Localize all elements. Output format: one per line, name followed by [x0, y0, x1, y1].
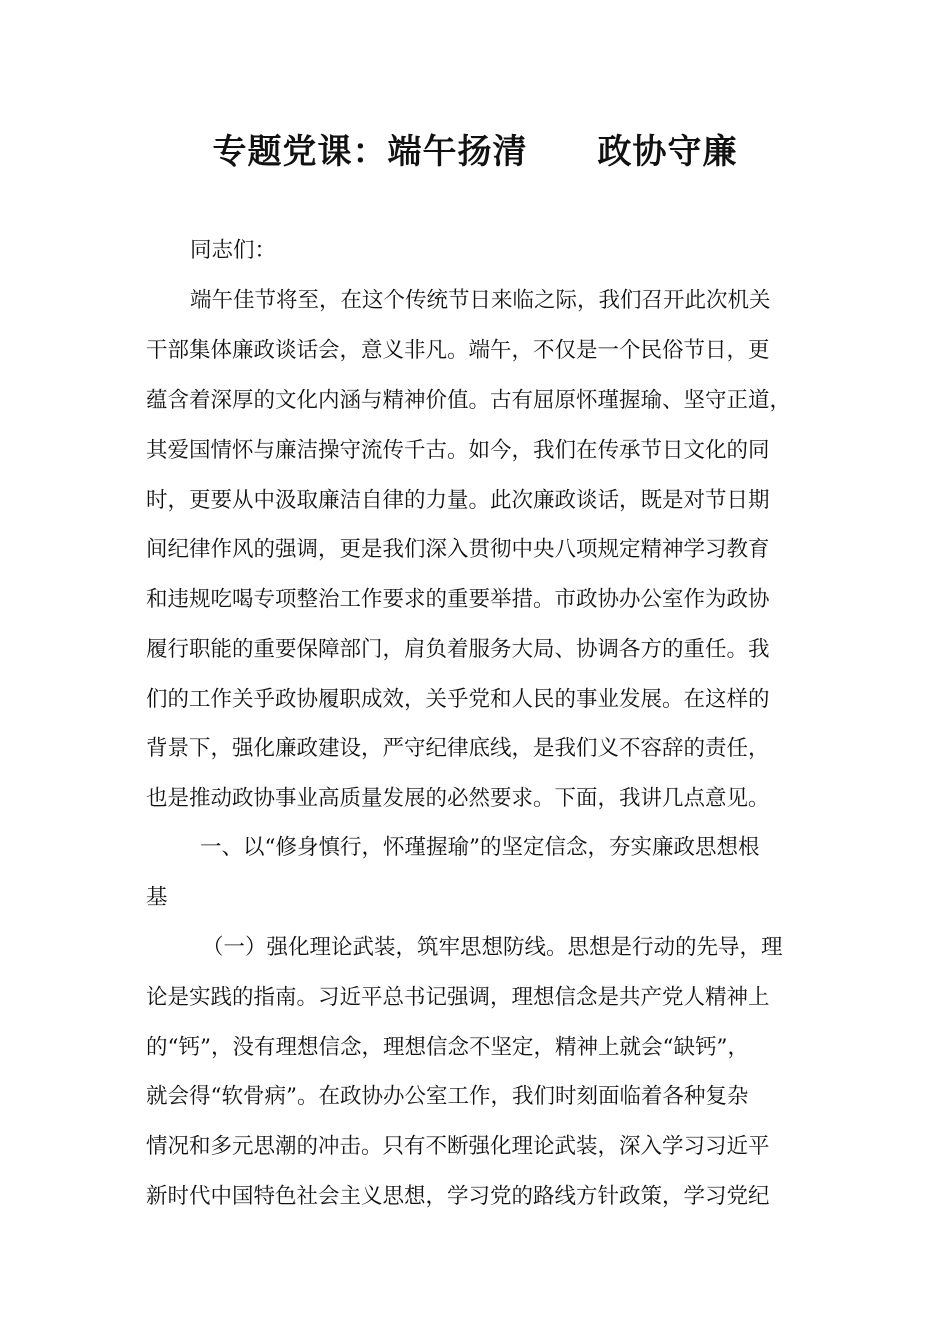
paragraph-line: 论是实践的指南。习近平总书记强调，理想信念是共产党人精神上 [146, 985, 770, 1010]
paragraph-line: 情况和多元思潮的冲击。只有不断强化理论武装，深入学习习近平 [146, 1134, 770, 1159]
document-title: 专题党课：端午扬清 政协守廉 [212, 132, 738, 172]
paragraph-line: 端午佳节将至，在这个传统节日来临之际，我们召开此次机关 [190, 288, 771, 313]
paragraph-line: 蕴含着深厚的文化内涵与精神价值。古有屈原怀瑾握瑜、坚守正道， [146, 388, 792, 413]
paragraph-line: 的“钙”，没有理想信念，理想信念不坚定，精神上就会“缺钙”， [146, 1035, 749, 1060]
section-heading: 基 [146, 885, 168, 910]
paragraph-line: 新时代中国特色社会主义思想，学习党的路线方针政策，学习党纪 [146, 1184, 770, 1209]
section-heading: 一、以“修身慎行，怀瑾握瑜”的坚定信念，夯实廉政思想根 [200, 835, 760, 860]
paragraph-line: 时，更要从中汲取廉洁自律的力量。此次廉政谈话，既是对节日期 [146, 488, 770, 513]
paragraph-line: 们的工作关乎政协履职成效，关乎党和人民的事业发展。在这样的 [146, 687, 770, 712]
paragraph-line: （一）强化理论武装，筑牢思想防线。思想是行动的先导，理 [202, 935, 783, 960]
paragraph-line: 背景下，强化廉政建设，严守纪律底线，是我们义不容辞的责任， [146, 736, 770, 761]
paragraph-line: 也是推动政协事业高质量发展的必然要求。下面，我讲几点意见。 [146, 786, 770, 811]
paragraph-line: 履行职能的重要保障部门，肩负着服务大局、协调各方的重任。我 [146, 637, 770, 662]
paragraph-line: 间纪律作风的强调，更是我们深入贯彻中央八项规定精神学习教育 [146, 537, 770, 562]
paragraph-line: 干部集体廉政谈话会，意义非凡。端午，不仅是一个民俗节日，更 [146, 338, 770, 363]
paragraph-line: 其爱国情怀与廉洁操守流传千古。如今，我们在传承节日文化的同 [146, 438, 770, 463]
paragraph-line: 就会得“软骨病”。在政协办公室工作，我们时刻面临着各种复杂 [146, 1084, 749, 1109]
paragraph-line: 和违规吃喝专项整治工作要求的重要举措。市政协办公室作为政协 [146, 587, 770, 612]
salutation: 同志们： [190, 238, 277, 263]
